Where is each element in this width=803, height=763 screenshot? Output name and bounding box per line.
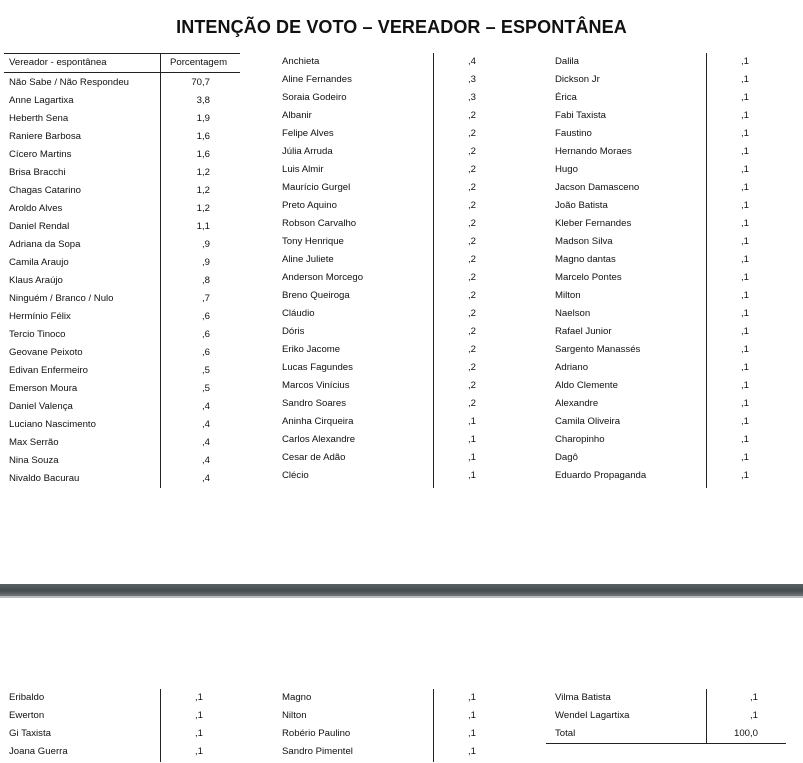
table-row (546, 287, 786, 305)
percentage-value: ,4 (201, 455, 210, 466)
table-row (546, 71, 786, 89)
table-row (546, 449, 786, 467)
table-row (546, 413, 786, 431)
table-header-bottom-rule (4, 72, 240, 73)
candidate-name: Robério Paulino (282, 728, 351, 739)
percentage-value: ,1 (467, 452, 476, 463)
percentage-value: ,2 (467, 218, 476, 229)
table-row (0, 128, 240, 146)
percentage-value: 1,9 (196, 113, 210, 124)
candidate-name: Marcos Vinícius (282, 380, 350, 391)
candidate-name: Dickson Jr (555, 74, 600, 85)
candidate-name: Madson Silva (555, 236, 613, 247)
table-row (546, 179, 786, 197)
percentage-value: ,2 (467, 308, 476, 319)
candidate-name: Júlia Arruda (282, 146, 333, 157)
table-row (0, 344, 240, 362)
candidate-name: Tercio Tinoco (9, 329, 66, 340)
percentage-value: ,9 (201, 257, 210, 268)
table-row (546, 143, 786, 161)
candidate-name: Nilton (282, 710, 307, 721)
table-row (0, 254, 240, 272)
table-row (546, 89, 786, 107)
percentage-value: ,1 (740, 182, 749, 193)
table-row (273, 179, 513, 197)
percentage-value: ,1 (740, 452, 749, 463)
total-row (546, 725, 786, 743)
percentage-value: ,1 (194, 728, 203, 739)
table-row (0, 182, 240, 200)
percentage-value: ,4 (467, 56, 476, 67)
table-row (273, 251, 513, 269)
candidate-name: Chagas Catarino (9, 185, 81, 196)
percentage-value: ,1 (740, 110, 749, 121)
percentage-value: ,1 (740, 308, 749, 319)
candidate-name: Total (555, 728, 576, 739)
candidate-name: Maurício Gurgel (282, 182, 351, 193)
table-row (0, 362, 240, 380)
candidate-name: Felipe Alves (282, 128, 334, 139)
table-row (0, 434, 240, 452)
percentage-value: ,2 (467, 398, 476, 409)
percentage-value: ,1 (740, 416, 749, 427)
candidate-name: Preto Aquino (282, 200, 337, 211)
candidate-name: Érica (555, 92, 577, 103)
percentage-value: ,1 (740, 434, 749, 445)
candidate-name: Vilma Batista (555, 692, 611, 703)
percentage-value: 1,2 (196, 185, 210, 196)
candidate-name: Eriko Jacome (282, 344, 341, 355)
percentage-value: 1,2 (196, 203, 210, 214)
percentage-value: ,8 (201, 275, 210, 286)
candidate-name: Cícero Martins (9, 149, 72, 160)
percentage-value: ,2 (467, 254, 476, 265)
candidate-name: Heberth Sena (9, 113, 69, 124)
table-row (0, 725, 240, 743)
table-row (273, 215, 513, 233)
percentage-value: ,1 (740, 398, 749, 409)
percentage-value: ,4 (201, 473, 210, 484)
percentage-value: ,1 (467, 710, 476, 721)
percentage-value: ,1 (740, 290, 749, 301)
table-row (0, 707, 240, 725)
percentage-value: ,5 (201, 365, 210, 376)
table-row (273, 413, 513, 431)
candidate-name: Luis Almir (282, 164, 324, 175)
table-row (273, 689, 513, 707)
table-row (0, 164, 240, 182)
candidate-name: Max Serrão (9, 437, 59, 448)
candidate-name: Eribaldo (9, 692, 45, 703)
table-row (273, 743, 513, 761)
percentage-value: 1,2 (196, 167, 210, 178)
table-row (0, 380, 240, 398)
table-row (0, 236, 240, 254)
table-row (546, 251, 786, 269)
percentage-value: ,1 (740, 380, 749, 391)
percentage-value: ,1 (467, 416, 476, 427)
percentage-value: ,4 (201, 437, 210, 448)
table-row (546, 341, 786, 359)
percentage-value: ,2 (467, 290, 476, 301)
table-row (546, 197, 786, 215)
table-row (273, 233, 513, 251)
table-row (0, 146, 240, 164)
percentage-value: ,1 (740, 200, 749, 211)
candidate-name: Anchieta (282, 56, 320, 67)
candidate-name: Carlos Alexandre (282, 434, 356, 445)
percentage-value: ,4 (201, 401, 210, 412)
table-row (0, 200, 240, 218)
table-row (273, 287, 513, 305)
table-header-top-rule (4, 53, 240, 54)
percentage-value: ,2 (467, 362, 476, 373)
percentage-value: 3,8 (196, 95, 210, 106)
candidate-name: Não Sabe / Não Respondeu (9, 77, 130, 88)
table-row (0, 110, 240, 128)
candidate-name: Anne Lagartixa (9, 95, 74, 106)
percentage-value: ,2 (467, 128, 476, 139)
percentage-value: ,3 (467, 92, 476, 103)
candidate-name: Nina Souza (9, 455, 59, 466)
results-column-1 (0, 74, 240, 488)
percentage-value: ,2 (467, 110, 476, 121)
candidate-name: Robson Carvalho (282, 218, 357, 229)
percentage-value: ,1 (467, 728, 476, 739)
page-separator-edge (0, 596, 803, 598)
percentage-value: ,1 (194, 692, 203, 703)
table-row (0, 398, 240, 416)
percentage-value: ,2 (467, 344, 476, 355)
percentage-value: ,1 (740, 74, 749, 85)
percentage-value: ,5 (201, 383, 210, 394)
table-row (546, 359, 786, 377)
percentage-value: ,2 (467, 164, 476, 175)
percentage-value: ,1 (194, 746, 203, 757)
table-row (546, 689, 786, 707)
table-row (546, 467, 786, 485)
candidate-name: Aninha Cirqueira (282, 416, 354, 427)
percentage-value: ,1 (749, 710, 758, 721)
candidate-name: Hermínio Félix (9, 311, 71, 322)
percentage-value: ,2 (467, 272, 476, 283)
table-row (273, 71, 513, 89)
percentage-value: ,1 (467, 434, 476, 445)
candidate-name: Naelson (555, 308, 591, 319)
candidate-name: Cláudio (282, 308, 315, 319)
table-row (273, 323, 513, 341)
table-row (546, 431, 786, 449)
table-row (273, 395, 513, 413)
table-row (0, 272, 240, 290)
percentage-value: ,7 (201, 293, 210, 304)
table-row (546, 53, 786, 71)
candidate-name: Anderson Morcego (282, 272, 364, 283)
table-row (273, 707, 513, 725)
candidate-name: Lucas Fagundes (282, 362, 353, 373)
candidate-name: Joana Guerra (9, 746, 68, 757)
table-row (273, 89, 513, 107)
table-row (273, 341, 513, 359)
candidate-name: Eduardo Propaganda (555, 470, 647, 481)
percentage-value: 1,1 (196, 221, 210, 232)
table-row (546, 323, 786, 341)
candidate-name: Dagô (555, 452, 578, 463)
percentage-value: ,1 (740, 272, 749, 283)
candidate-name: Sandro Pimentel (282, 746, 353, 757)
table-row (0, 218, 240, 236)
percentage-value: ,1 (467, 692, 476, 703)
percentage-value: 1,6 (196, 131, 210, 142)
candidate-name: Aroldo Alves (9, 203, 63, 214)
table-row (273, 377, 513, 395)
table-row (0, 290, 240, 308)
percentage-value: 100,0 (733, 728, 758, 739)
percentage-value: ,4 (201, 419, 210, 430)
table-row (273, 107, 513, 125)
candidate-name: Camila Araujo (9, 257, 69, 268)
table-row (0, 308, 240, 326)
candidate-name: Milton (555, 290, 581, 301)
candidate-name: Aldo Clemente (555, 380, 618, 391)
candidate-name: Alexandre (555, 398, 599, 409)
percentage-value: ,2 (467, 182, 476, 193)
candidate-name: Jacson Damasceno (555, 182, 640, 193)
candidate-name: Camila Oliveira (555, 416, 621, 427)
candidate-name: Magno (282, 692, 312, 703)
candidate-name: Hernando Moraes (555, 146, 632, 157)
table-row (546, 125, 786, 143)
percentage-value: ,2 (467, 146, 476, 157)
candidate-name: Charopinho (555, 434, 605, 445)
percentage-value: ,2 (467, 380, 476, 391)
percentage-value: ,6 (201, 347, 210, 358)
table-row (546, 107, 786, 125)
candidate-name: Daniel Valença (9, 401, 73, 412)
table-row (273, 467, 513, 485)
table-row (546, 269, 786, 287)
candidate-name: Magno dantas (555, 254, 616, 265)
percentage-value: ,1 (740, 470, 749, 481)
percentage-value: ,1 (740, 164, 749, 175)
results-column-3-continued (546, 689, 786, 763)
candidate-name: Albanir (282, 110, 312, 121)
percentage-value: 1,6 (196, 149, 210, 160)
candidate-name: Sandro Soares (282, 398, 346, 409)
table-row (546, 707, 786, 725)
percentage-value: ,1 (467, 470, 476, 481)
results-column-3 (546, 53, 786, 488)
table-row (273, 725, 513, 743)
table-row (273, 125, 513, 143)
column-header-candidate: Vereador - espontânea (9, 57, 107, 68)
candidate-name: Rafael Junior (555, 326, 612, 337)
page-separator (0, 584, 803, 596)
percentage-value: ,1 (740, 344, 749, 355)
table-row (0, 326, 240, 344)
percentage-value: 70,7 (191, 77, 210, 88)
candidate-name: Gi Taxista (9, 728, 51, 739)
percentage-value: ,1 (740, 56, 749, 67)
candidate-name: Kleber Fernandes (555, 218, 632, 229)
candidate-name: Breno Queiroga (282, 290, 350, 301)
table-row (0, 416, 240, 434)
candidate-name: Brisa Bracchi (9, 167, 66, 178)
results-column-1-continued (0, 689, 240, 763)
percentage-value: ,6 (201, 311, 210, 322)
percentage-value: ,1 (740, 236, 749, 247)
percentage-value: ,1 (740, 92, 749, 103)
candidate-name: Soraia Godeiro (282, 92, 347, 103)
candidate-name: Sargento Manassés (555, 344, 641, 355)
candidate-name: Edivan Enfermeiro (9, 365, 88, 376)
table-row (546, 161, 786, 179)
percentage-value: ,1 (740, 146, 749, 157)
column-header-percentage: Porcentagem (170, 57, 228, 68)
percentage-value: ,6 (201, 329, 210, 340)
percentage-value: ,9 (201, 239, 210, 250)
percentage-value: ,1 (740, 326, 749, 337)
candidate-name: Marcelo Pontes (555, 272, 622, 283)
results-column-2 (273, 53, 513, 488)
candidate-name: Dóris (282, 326, 305, 337)
candidate-name: Clécio (282, 470, 309, 481)
table-row (546, 395, 786, 413)
candidate-name: Ewerton (9, 710, 45, 721)
candidate-name: Tony Henrique (282, 236, 344, 247)
candidate-name: Adriano (555, 362, 589, 373)
percentage-value: ,2 (467, 236, 476, 247)
table-row (546, 377, 786, 395)
percentage-value: ,1 (740, 128, 749, 139)
table-row (546, 215, 786, 233)
percentage-value: ,1 (740, 254, 749, 265)
candidate-name: Hugo (555, 164, 578, 175)
percentage-value: ,1 (740, 362, 749, 373)
table-row (273, 359, 513, 377)
table-row (0, 689, 240, 707)
percentage-value: ,1 (467, 746, 476, 757)
table-row (273, 161, 513, 179)
candidate-name: Klaus Araújo (9, 275, 63, 286)
table-row (546, 233, 786, 251)
table-row (273, 197, 513, 215)
table-row (273, 143, 513, 161)
percentage-value: ,2 (467, 326, 476, 337)
percentage-value: ,1 (749, 692, 758, 703)
candidate-name: Luciano Nascimento (9, 419, 96, 430)
table-row (273, 449, 513, 467)
table-row (0, 74, 240, 92)
percentage-value: ,1 (740, 218, 749, 229)
candidate-name: Cesar de Adão (282, 452, 346, 463)
candidate-name: Geovane Peixoto (9, 347, 83, 358)
candidate-name: João Batista (555, 200, 608, 211)
table-row (273, 305, 513, 323)
table-row (273, 431, 513, 449)
candidate-name: Adriana da Sopa (9, 239, 81, 250)
table-row (0, 452, 240, 470)
candidate-name: Fabi Taxista (555, 110, 607, 121)
candidate-name: Faustino (555, 128, 592, 139)
table-row (546, 305, 786, 323)
results-column-2-continued (273, 689, 513, 763)
document-title: INTENÇÃO DE VOTO – VEREADOR – ESPONTÂNEA (176, 17, 627, 37)
table-row (0, 470, 240, 488)
candidate-name: Aline Juliete (282, 254, 334, 265)
candidate-name: Emerson Moura (9, 383, 78, 394)
table-row (0, 92, 240, 110)
candidate-name: Raniere Barbosa (9, 131, 81, 142)
candidate-name: Dalila (555, 56, 579, 67)
table-row (273, 269, 513, 287)
table-row (273, 53, 513, 71)
percentage-value: ,1 (194, 710, 203, 721)
percentage-value: ,3 (467, 74, 476, 85)
table-row (0, 743, 240, 761)
candidate-name: Daniel Rendal (9, 221, 70, 232)
candidate-name: Ninguém / Branco / Nulo (9, 293, 114, 304)
percentage-value: ,2 (467, 200, 476, 211)
candidate-name: Aline Fernandes (282, 74, 352, 85)
candidate-name: Nivaldo Bacurau (9, 473, 80, 484)
candidate-name: Wendel Lagartixa (555, 710, 630, 721)
